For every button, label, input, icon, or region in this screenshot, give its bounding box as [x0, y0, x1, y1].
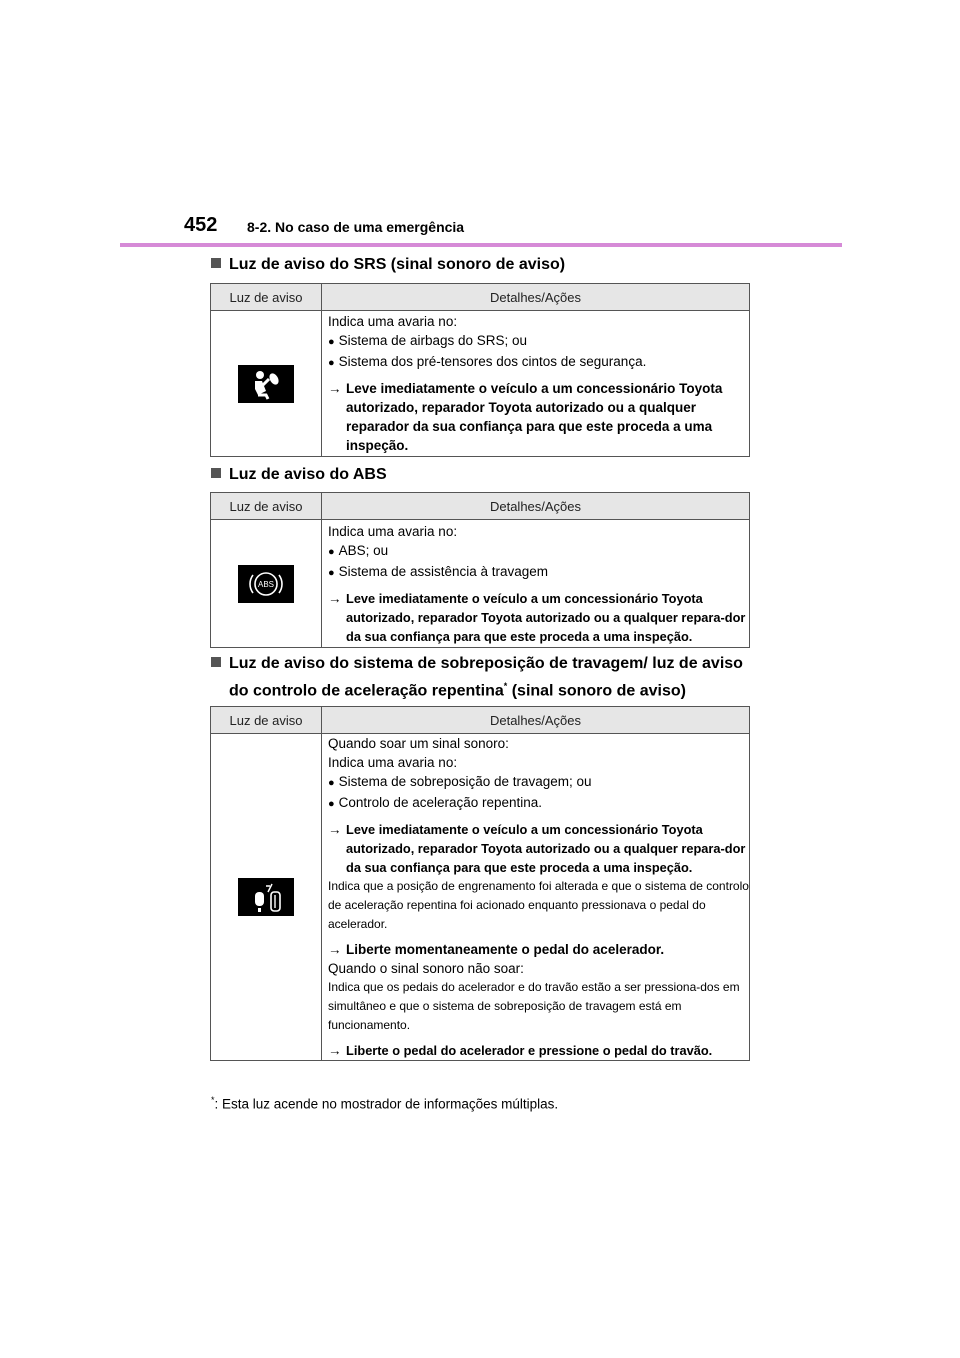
brake-override-table: [210, 706, 750, 1061]
abs-table: [210, 492, 750, 648]
brake-override-warning-icon: [238, 878, 294, 916]
intro-text: Indica uma avaria no:: [328, 314, 458, 329]
action-text: Leve imediatamente o veículo a um concessionário Toyota autorizado, reparador Toyota autorizado ou a qualquer repara-dor da sua confiança para que este proceda a uma inspeção.: [346, 822, 746, 875]
intro-text: Indica uma avaria no:: [328, 755, 458, 770]
table-header-row: [211, 493, 750, 520]
table-header-row: [211, 707, 750, 734]
col-header-light: Luz de aviso: [211, 284, 322, 311]
header-divider: [120, 243, 842, 247]
page-number: 452: [184, 214, 218, 236]
srs-airbag-warning-icon: [238, 365, 294, 403]
svg-text:ABS: ABS: [257, 579, 275, 589]
action-line: [328, 940, 749, 959]
square-bullet-icon: [211, 468, 221, 478]
action-text: Liberte momentaneamente o pedal do acelerador.: [346, 942, 665, 957]
table-header-row: [211, 284, 750, 311]
action-line: [328, 820, 749, 877]
arrow-icon: →: [328, 381, 342, 396]
col-header-details: Detalhes/Ações: [322, 707, 750, 734]
bullet-item: ● Sistema de assistência à travagem: [328, 562, 749, 583]
footnote: *: Esta luz acende no mostrador de informações múltiplas.: [211, 1095, 559, 1112]
action-line: [328, 589, 749, 646]
arrow-icon: →: [328, 942, 342, 957]
icon-cell: [211, 734, 322, 1061]
square-bullet-icon: [211, 657, 221, 667]
details-cell: [322, 311, 750, 457]
arrow-icon: →: [328, 822, 342, 837]
col-header-light: Luz de aviso: [211, 707, 322, 734]
abs-warning-icon: [238, 565, 294, 603]
bullet-item: ● Sistema de sobreposição de travagem; ou: [328, 772, 749, 793]
intro-text: Indica uma avaria no:: [328, 523, 458, 539]
bullet-item: ● Sistema de airbags do SRS; ou: [328, 331, 749, 352]
arrow-icon: →: [328, 1043, 342, 1058]
table-row: [211, 520, 750, 648]
bullet-item: ● Controlo de aceleração repentina.: [328, 793, 749, 814]
heading-abs: Luz de aviso do ABS: [211, 464, 771, 486]
heading-srs: Luz de aviso do SRS (sinal sonoro de aviso): [211, 254, 771, 276]
bullet-item: ● Sistema dos pré-tensores dos cintos de segurança.: [328, 352, 749, 373]
action-text: Leve imediatamente o veículo a um concessionário Toyota autorizado, reparador Toyota autorizado ou a qualquer reparador da sua confiança para que este proceda a uma inspeção.: [346, 381, 723, 453]
arrow-icon: →: [328, 590, 342, 606]
action-text: Leve imediatamente o veículo a um concessionário Toyota autorizado, reparador Toyota autorizado ou a qualquer repara-dor da sua confiança para que este proceda a uma inspeção.: [346, 590, 746, 644]
details-cell: [322, 734, 750, 1061]
note-text: Indica que a posição de engrenamento foi alterada e que o sistema de controlo de aceleração repentina foi acionado enquanto pressionava o pedal do acelerador.: [328, 879, 749, 931]
icon-cell: [211, 520, 322, 648]
details-cell: [322, 520, 750, 648]
condition-text: Quando soar um sinal sonoro:: [328, 736, 509, 751]
col-header-details: Detalhes/Ações: [322, 284, 750, 311]
col-header-details: Detalhes/Ações: [322, 493, 750, 520]
note-text: Indica que os pedais do acelerador e do travão estão a ser pressiona-dos em simultâneo e que o sistema de sobreposição de travagem está em funcionamento.: [328, 980, 740, 1032]
square-bullet-icon: [211, 258, 221, 268]
action-line: [328, 379, 749, 455]
srs-table: [210, 283, 750, 457]
col-header-light: Luz de aviso: [211, 493, 322, 520]
table-row: [211, 734, 750, 1061]
heading-brake-override: Luz de aviso do sistema de sobreposição de travagem/ luz de aviso do controlo de aceleração repentina* (sinal sonoro de aviso): [211, 653, 771, 702]
action-text: Liberte o pedal do acelerador e pressione o pedal do travão.: [346, 1043, 713, 1058]
bullet-item: ● ABS; ou: [328, 541, 749, 562]
section-title: 8-2. No caso de uma emergência: [247, 219, 465, 235]
action-line: [328, 1041, 749, 1060]
condition-text: Quando o sinal sonoro não soar:: [328, 961, 524, 976]
table-row: [211, 311, 750, 457]
icon-cell: [211, 311, 322, 457]
